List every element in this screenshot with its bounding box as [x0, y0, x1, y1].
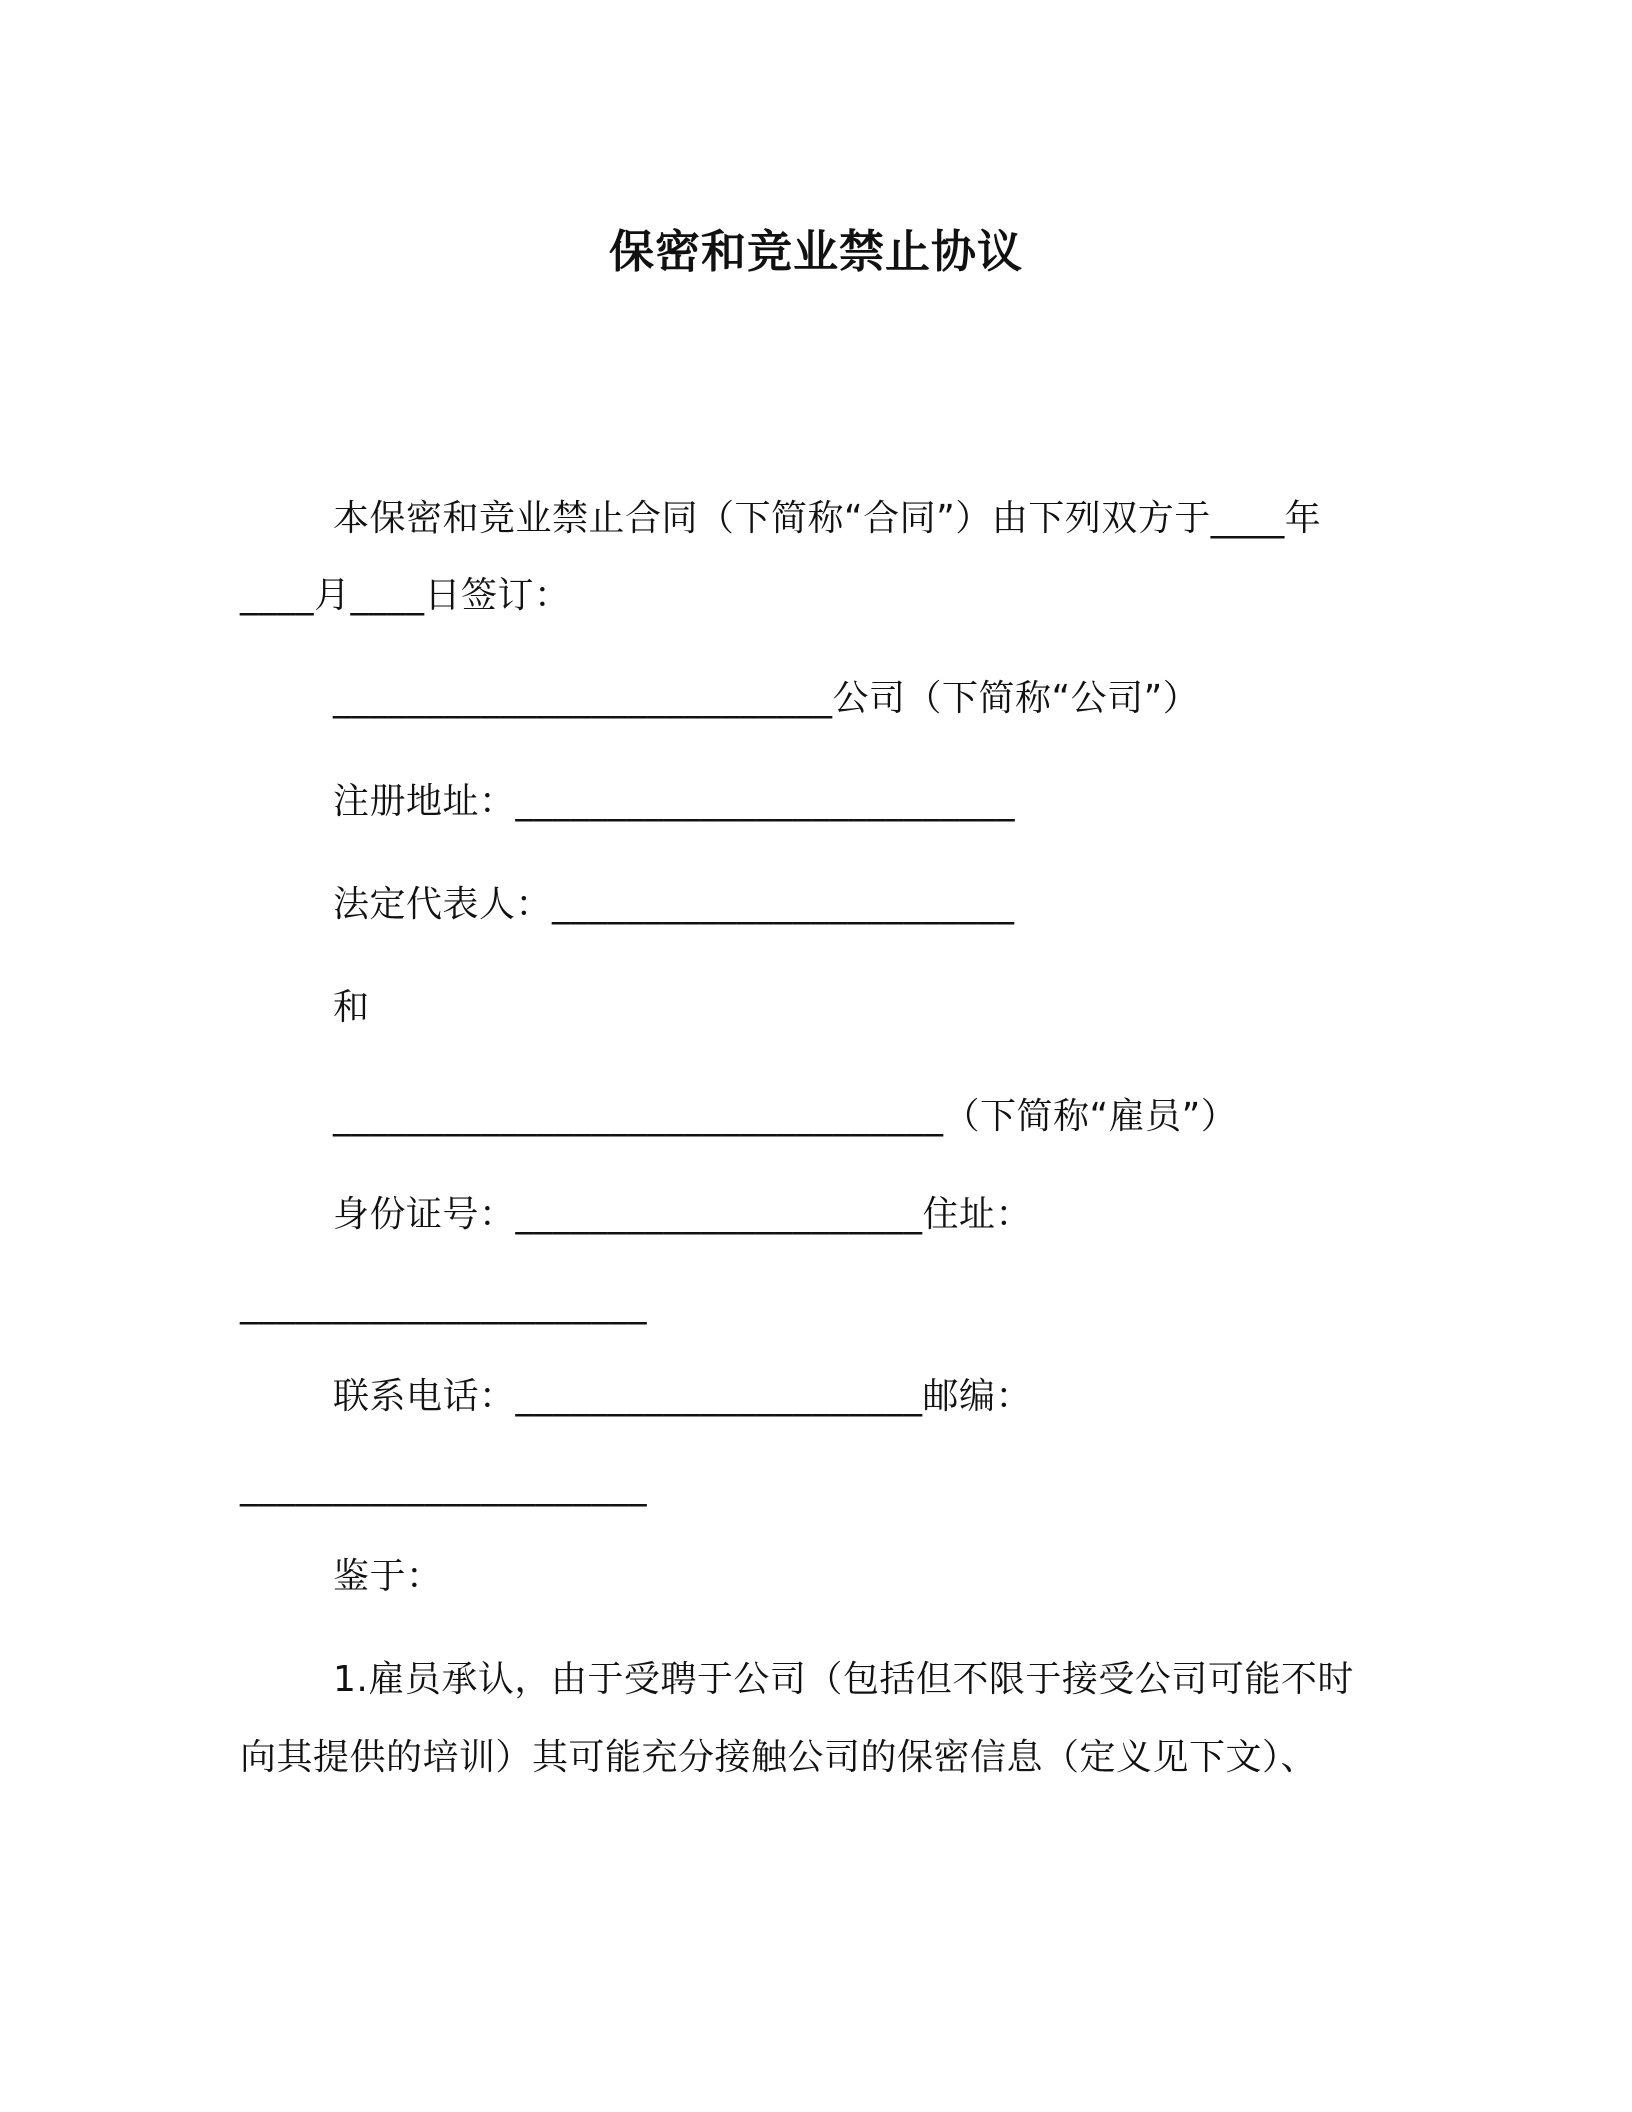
id-number-line: 身份证号：______________________住址：: [333, 1194, 1033, 1235]
intro-line-1: 本保密和竞业禁止合同（下简称“合同”）由下列双方于____年: [333, 498, 1322, 539]
clause-1-line-2: 向其提供的培训）其可能充分接触公司的保密信息（定义见下文）、: [240, 1737, 1318, 1778]
whereas-line: 鉴于：: [333, 1556, 443, 1597]
intro-line-2: ____月____日签订：: [240, 575, 571, 616]
and-line: 和: [333, 987, 370, 1028]
legal-representative-line: 法定代表人：_________________________: [333, 884, 1015, 925]
company-line: ___________________________公司（下简称“公司”）: [333, 678, 1200, 719]
clause-1-line-1: 1.雇员承认，由于受聘于公司（包括但不限于接受公司可能不时: [333, 1659, 1354, 1700]
postcode-blank-line: ______________________: [240, 1466, 647, 1507]
address-blank-line: ______________________: [240, 1284, 647, 1325]
employee-line: _________________________________（下简称“雇员”）: [333, 1096, 1238, 1137]
registered-address-line: 注册地址：___________________________: [333, 781, 1016, 822]
phone-line: 联系电话：______________________邮编：: [333, 1376, 1033, 1417]
document-title: 保密和竞业禁止协议: [608, 225, 1023, 278]
